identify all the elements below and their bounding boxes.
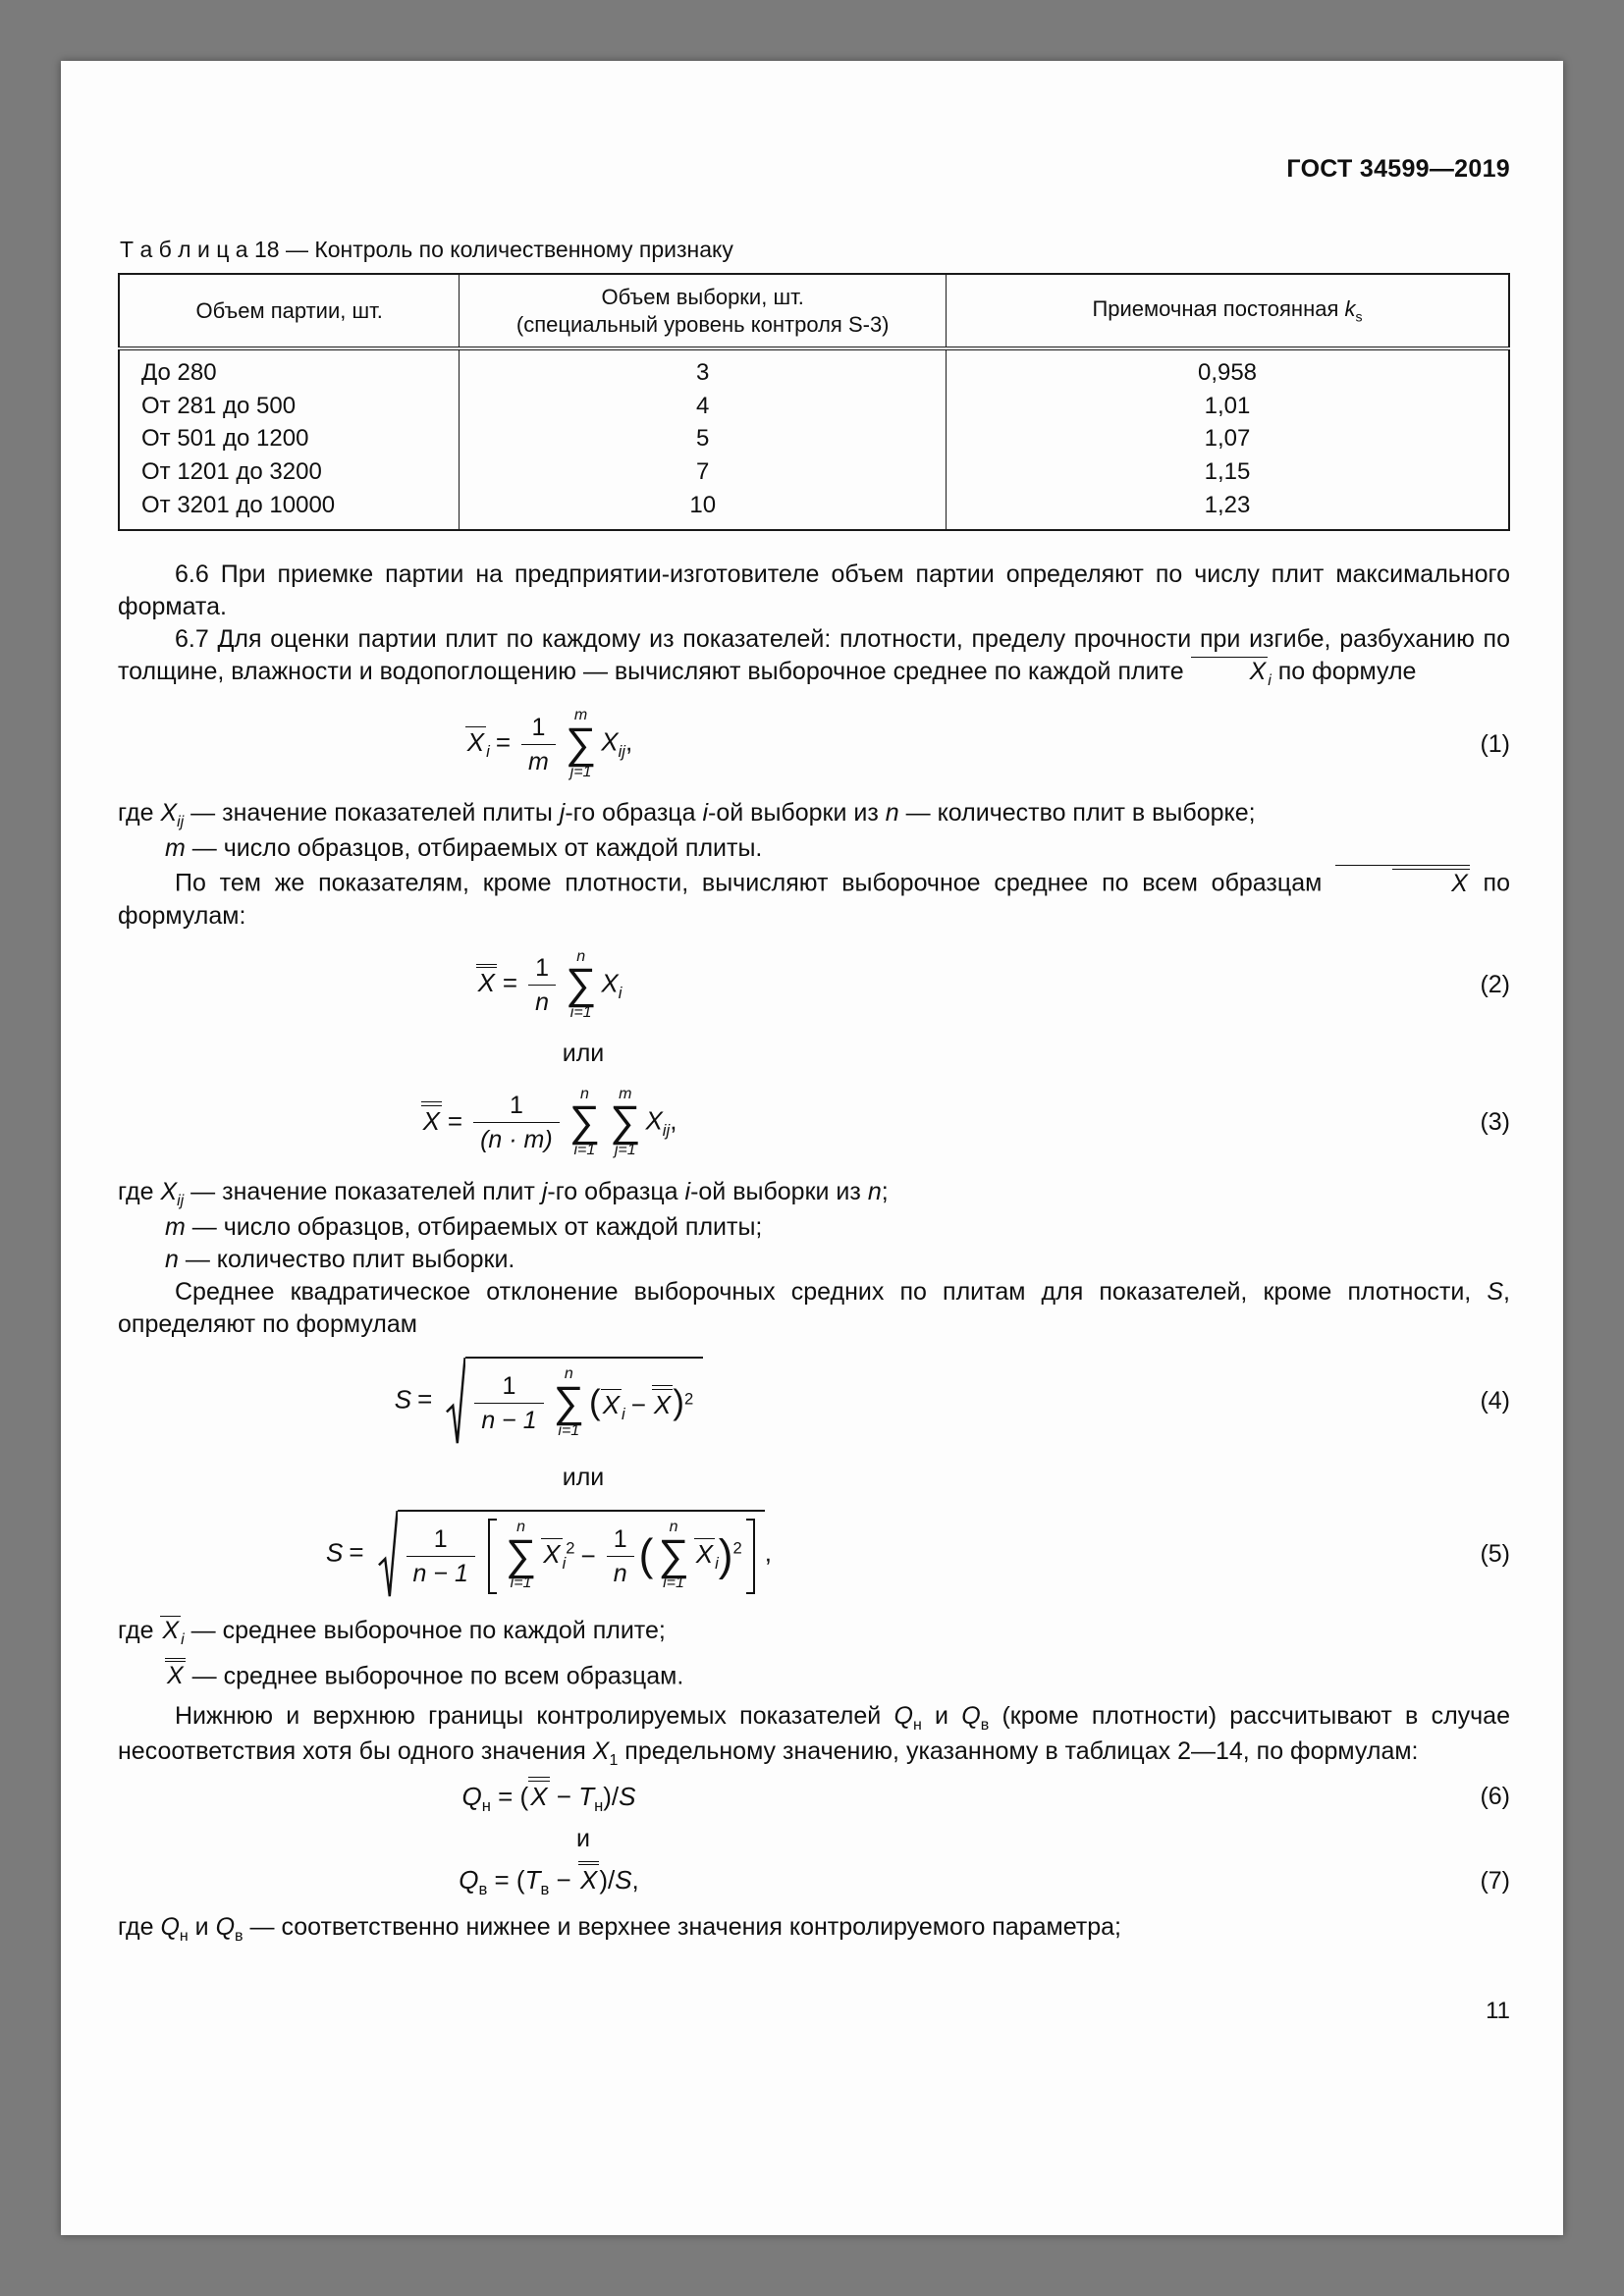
close-paren: ) <box>718 1531 733 1580</box>
formula-5-body <box>118 1510 980 1599</box>
variable: X <box>645 1105 663 1136</box>
subscript: н <box>594 1796 604 1816</box>
subscript: ij <box>177 813 185 830</box>
text-run: где <box>118 1912 161 1941</box>
open-paren: ( <box>589 1382 601 1421</box>
text-run: — среднее выборочное по всем образцам. <box>185 1662 684 1690</box>
expression <box>541 1537 574 1575</box>
text-run: -ой выборки из <box>690 1177 868 1205</box>
expression <box>459 1865 639 1899</box>
table-row <box>119 422 1509 455</box>
subscript: н <box>912 1717 922 1735</box>
equals: = <box>502 968 518 998</box>
formula-number: (3) <box>1480 1108 1510 1137</box>
variable: Q <box>215 1912 236 1941</box>
paragraph-stddev <box>118 1276 1510 1341</box>
subscript: н <box>179 1927 189 1945</box>
where-clause-1 <box>118 797 1510 832</box>
paragraph-6-6 <box>118 559 1510 623</box>
minus: − <box>549 1865 578 1896</box>
col-header-constant <box>947 274 1510 348</box>
left-bracket <box>488 1519 497 1594</box>
text-run: По тем же показателям, кроме плотности, вычисляют выборочное среднее по всем образцам <box>175 869 1336 897</box>
col-header-sample-line2: (специальный уровень контроля S-3) <box>515 311 890 337</box>
fraction: $\frac{1}{m}$ <box>521 714 556 775</box>
formula-5 <box>118 1510 1510 1599</box>
where-clause-q <box>118 1911 1510 1947</box>
open-paren: ( <box>638 1531 654 1580</box>
fraction: $\frac{1}{n}$ <box>528 954 556 1016</box>
text-run: 6.6 При приемке партии на предприятии-изготовителе объем партии определяют по числу плит максимального формата. <box>118 561 1510 621</box>
comma: , <box>624 727 633 758</box>
text-run: — значение показателей плиты <box>184 798 560 827</box>
paragraph-6-7 <box>118 623 1510 691</box>
equals: = <box>495 727 512 758</box>
text-run: ; <box>881 1177 889 1205</box>
fraction: $\frac{1}{(n \cdot m)}$ <box>473 1092 560 1153</box>
x-double-bar: X <box>476 964 497 997</box>
square-root <box>446 1357 703 1446</box>
x-double-bar: X <box>578 1861 599 1895</box>
variable: X <box>160 1177 178 1205</box>
subscript: i <box>715 1554 719 1574</box>
variable: n <box>165 1245 179 1273</box>
equals: = <box>447 1105 463 1136</box>
formula-1 <box>118 707 1510 781</box>
subscript: 1 <box>609 1752 619 1770</box>
close-paren: ) <box>673 1382 684 1421</box>
variable: Q <box>961 1702 981 1731</box>
subscript: в <box>478 1880 488 1899</box>
variable: X <box>160 798 178 827</box>
cell-sample: 10 <box>460 489 947 531</box>
paragraph-mean <box>118 865 1510 933</box>
summation: n ∑ i=1 <box>566 947 597 1021</box>
cell-k: 0,958 <box>947 348 1510 390</box>
cell-k: 1,01 <box>947 390 1510 423</box>
text-run: по формулам: <box>118 869 1511 930</box>
summation: n ∑ i=1 <box>505 1519 537 1592</box>
connector-and: и <box>576 1824 590 1852</box>
x-double-bar: X <box>421 1101 442 1135</box>
k-variable: k <box>1344 296 1356 321</box>
text-run: -ой выборки из <box>708 798 886 827</box>
variable: X <box>592 1737 610 1766</box>
k-subscript: s <box>1355 308 1363 325</box>
x-double-bar: X <box>165 1658 186 1690</box>
text-run: -го образца <box>565 798 703 827</box>
fraction: $\frac{1}{n - 1}$ <box>406 1525 475 1587</box>
variable: S <box>615 1865 632 1896</box>
cell-k: 1,23 <box>947 489 1510 531</box>
text-run: — число образцов, отбираемых от каждой плиты; <box>185 1212 763 1241</box>
superscript: 2 <box>732 1538 742 1558</box>
cell-party: До 280 <box>119 348 460 390</box>
subscript: ij <box>662 1120 671 1140</box>
subscript: i <box>1268 672 1272 690</box>
cell-sample: 5 <box>460 422 947 455</box>
text-run: — количество плит выборки. <box>178 1245 515 1273</box>
variable: S <box>1487 1277 1504 1306</box>
document-body <box>118 559 1510 1946</box>
radical-icon <box>378 1510 398 1599</box>
variable: T <box>524 1865 541 1896</box>
minus: − <box>630 1389 646 1419</box>
comma: , <box>764 1536 772 1567</box>
fraction: $\frac{1}{n}$ <box>607 1525 634 1587</box>
text-run: Нижнюю и верхнюю границы контролируемых показателей <box>175 1702 894 1731</box>
col-header-constant-label: Приемочная постоянная <box>1092 296 1345 321</box>
square-root <box>378 1510 765 1599</box>
cell-k: 1,15 <box>947 455 1510 489</box>
variable: i <box>684 1177 691 1205</box>
close-paren: )/ <box>599 1865 616 1896</box>
minus: − <box>549 1781 579 1811</box>
formula-number: (5) <box>1480 1539 1510 1568</box>
expression <box>694 1531 742 1580</box>
where-clause-4b <box>118 1658 1510 1693</box>
x-bar: X <box>543 1538 561 1569</box>
subscript: i <box>486 742 490 762</box>
equals: = ( <box>490 1781 529 1811</box>
radical-icon <box>446 1357 465 1446</box>
x-bar: X <box>466 727 485 758</box>
equals: = <box>349 1536 364 1567</box>
cell-sample: 3 <box>460 348 947 390</box>
text-run: — значение показателей плит <box>184 1177 542 1205</box>
equals: = ( <box>487 1865 525 1896</box>
text-run: где <box>118 798 161 827</box>
formula-number: (2) <box>1480 970 1510 998</box>
cell-sample: 7 <box>460 455 947 489</box>
summation: n ∑ i=1 <box>658 1519 689 1592</box>
cell-party: От 281 до 500 <box>119 390 460 423</box>
x-bar: X <box>602 1389 621 1419</box>
formula-7-body <box>118 1861 980 1901</box>
text-run: — соответственно нижнее и верхнее значения контролируемого параметра; <box>243 1912 1122 1941</box>
where-clause-2c <box>118 1244 1510 1276</box>
text-run: и <box>921 1702 962 1731</box>
x-double-bar: X <box>1335 865 1470 897</box>
x-bar: X <box>162 1616 180 1644</box>
subscript: в <box>540 1880 550 1899</box>
subscript: i <box>618 983 623 1002</box>
x-bar: X <box>1191 657 1269 685</box>
x-double-bar: X <box>528 1777 549 1810</box>
summation: n ∑ i=1 <box>553 1365 584 1439</box>
fraction: $\frac{1}{n - 1}$ <box>474 1372 543 1434</box>
variable: S <box>394 1384 412 1415</box>
text-run: 6.7 Для оценки партии плит по каждому из показателей: плотности, пределу прочности при изгибе, разбуханию по толщине, влажности и водопоглощению — вычисляют выборочное среднее по каждой плите <box>118 625 1510 686</box>
table-header-row <box>119 274 1509 348</box>
formula-7 <box>118 1861 1510 1901</box>
variable: j <box>541 1177 548 1205</box>
minus: − <box>580 1540 596 1571</box>
text-run: (кроме плотности) рассчитывают в случае несоответствия хотя бы одного значения <box>118 1702 1510 1766</box>
superscript: 2 <box>566 1538 575 1558</box>
table-18 <box>118 273 1510 531</box>
text-run: — количество плит в выборке; <box>898 798 1256 827</box>
variable: S <box>619 1781 636 1811</box>
subscript: ij <box>618 742 625 762</box>
equals: = <box>417 1384 433 1415</box>
formula-1-body <box>118 707 980 781</box>
x-double-bar: X <box>652 1385 673 1418</box>
table-caption: Т а б л и ц а 18 — Контроль по количественному признаку <box>120 237 733 262</box>
formula-number: (6) <box>1480 1783 1510 1811</box>
subscript: i <box>622 1405 625 1424</box>
subscript: в <box>235 1927 244 1945</box>
formula-6-body <box>118 1777 980 1817</box>
formula-4 <box>118 1357 1510 1446</box>
table-row <box>119 390 1509 423</box>
formula-2-body <box>118 948 980 1023</box>
text-run: где <box>118 1177 161 1205</box>
variable: S <box>326 1536 344 1567</box>
variable: T <box>578 1781 595 1811</box>
connector-or-2: или <box>562 1463 605 1491</box>
subscript: i <box>181 1630 185 1648</box>
text-run: — среднее выборочное по каждой плите; <box>184 1616 666 1644</box>
table-row <box>119 455 1509 489</box>
text-run: и <box>188 1912 216 1941</box>
subscript: н <box>481 1796 491 1816</box>
variable: m <box>165 1212 186 1241</box>
subscript: в <box>980 1717 990 1735</box>
formula-4-body <box>118 1357 980 1446</box>
comma: , <box>631 1865 639 1896</box>
col-header-sample-line1: Объем выборки, шт. <box>601 285 804 309</box>
variable: X <box>601 968 619 998</box>
variable: m <box>165 834 186 863</box>
variable: Q <box>459 1865 479 1896</box>
superscript: 2 <box>683 1389 694 1409</box>
text-run: Среднее квадратическое отклонение выборочных средних по плитам для показателей, кроме плотности, <box>175 1277 1488 1306</box>
variable: Q <box>160 1912 180 1941</box>
text-run: — число образцов, отбираемых от каждой плиты. <box>185 834 763 863</box>
summation: m ∑ j=1 <box>565 707 597 780</box>
text-run: -го образца <box>547 1177 685 1205</box>
close-paren: )/ <box>603 1781 620 1811</box>
subscript: ij <box>177 1192 185 1209</box>
formula-number: (4) <box>1480 1386 1510 1415</box>
formula-number: (7) <box>1480 1866 1510 1895</box>
where-clause-2b <box>118 1211 1510 1244</box>
variable: n <box>867 1177 882 1205</box>
formula-number: (1) <box>1480 729 1510 758</box>
cell-k: 1,07 <box>947 422 1510 455</box>
summation: n ∑ i=1 <box>568 1086 601 1159</box>
formula-3-body <box>118 1086 980 1160</box>
variable: i <box>702 798 709 827</box>
cell-party: От 1201 до 3200 <box>119 455 460 489</box>
text-run: предельному значению, указанному в таблицах 2—14, по формулам: <box>618 1737 1419 1766</box>
comma: , <box>670 1105 677 1136</box>
table-row <box>119 348 1509 390</box>
variable: Q <box>893 1702 913 1731</box>
where-clause-1b <box>118 832 1510 865</box>
formula-3 <box>118 1086 1510 1160</box>
variable: X <box>601 727 619 758</box>
subscript: i <box>562 1554 567 1574</box>
expression <box>589 1380 693 1425</box>
text-run: по формуле <box>1271 658 1417 686</box>
col-header-sample <box>460 274 947 348</box>
variable: n <box>885 798 899 827</box>
cell-party: От 3201 до 10000 <box>119 489 460 531</box>
right-bracket <box>746 1519 755 1594</box>
expression <box>461 1781 636 1816</box>
variable: j <box>559 798 566 827</box>
connector-or-1: или <box>562 1040 605 1068</box>
where-clause-2 <box>118 1176 1510 1211</box>
x-bar: X <box>695 1538 714 1569</box>
where-clause-4 <box>118 1615 1510 1650</box>
formula-2 <box>118 948 1510 1023</box>
paragraph-limits <box>118 1700 1510 1771</box>
text-run: где <box>118 1616 161 1644</box>
col-header-party-label: Объем партии, шт. <box>195 297 383 323</box>
cell-party: От 501 до 1200 <box>119 422 460 455</box>
col-header-party <box>119 274 460 348</box>
cell-sample: 4 <box>460 390 947 423</box>
text-run: , определяют по формулам <box>118 1277 1510 1338</box>
table-row <box>119 489 1509 531</box>
formula-6 <box>118 1777 1510 1817</box>
standard-number: ГОСТ 34599—2019 <box>1286 155 1510 183</box>
page-number: 11 <box>1486 1997 1510 2024</box>
variable: Q <box>461 1781 482 1811</box>
document-page <box>61 61 1563 2235</box>
summation: m ∑ j=1 <box>610 1086 641 1159</box>
